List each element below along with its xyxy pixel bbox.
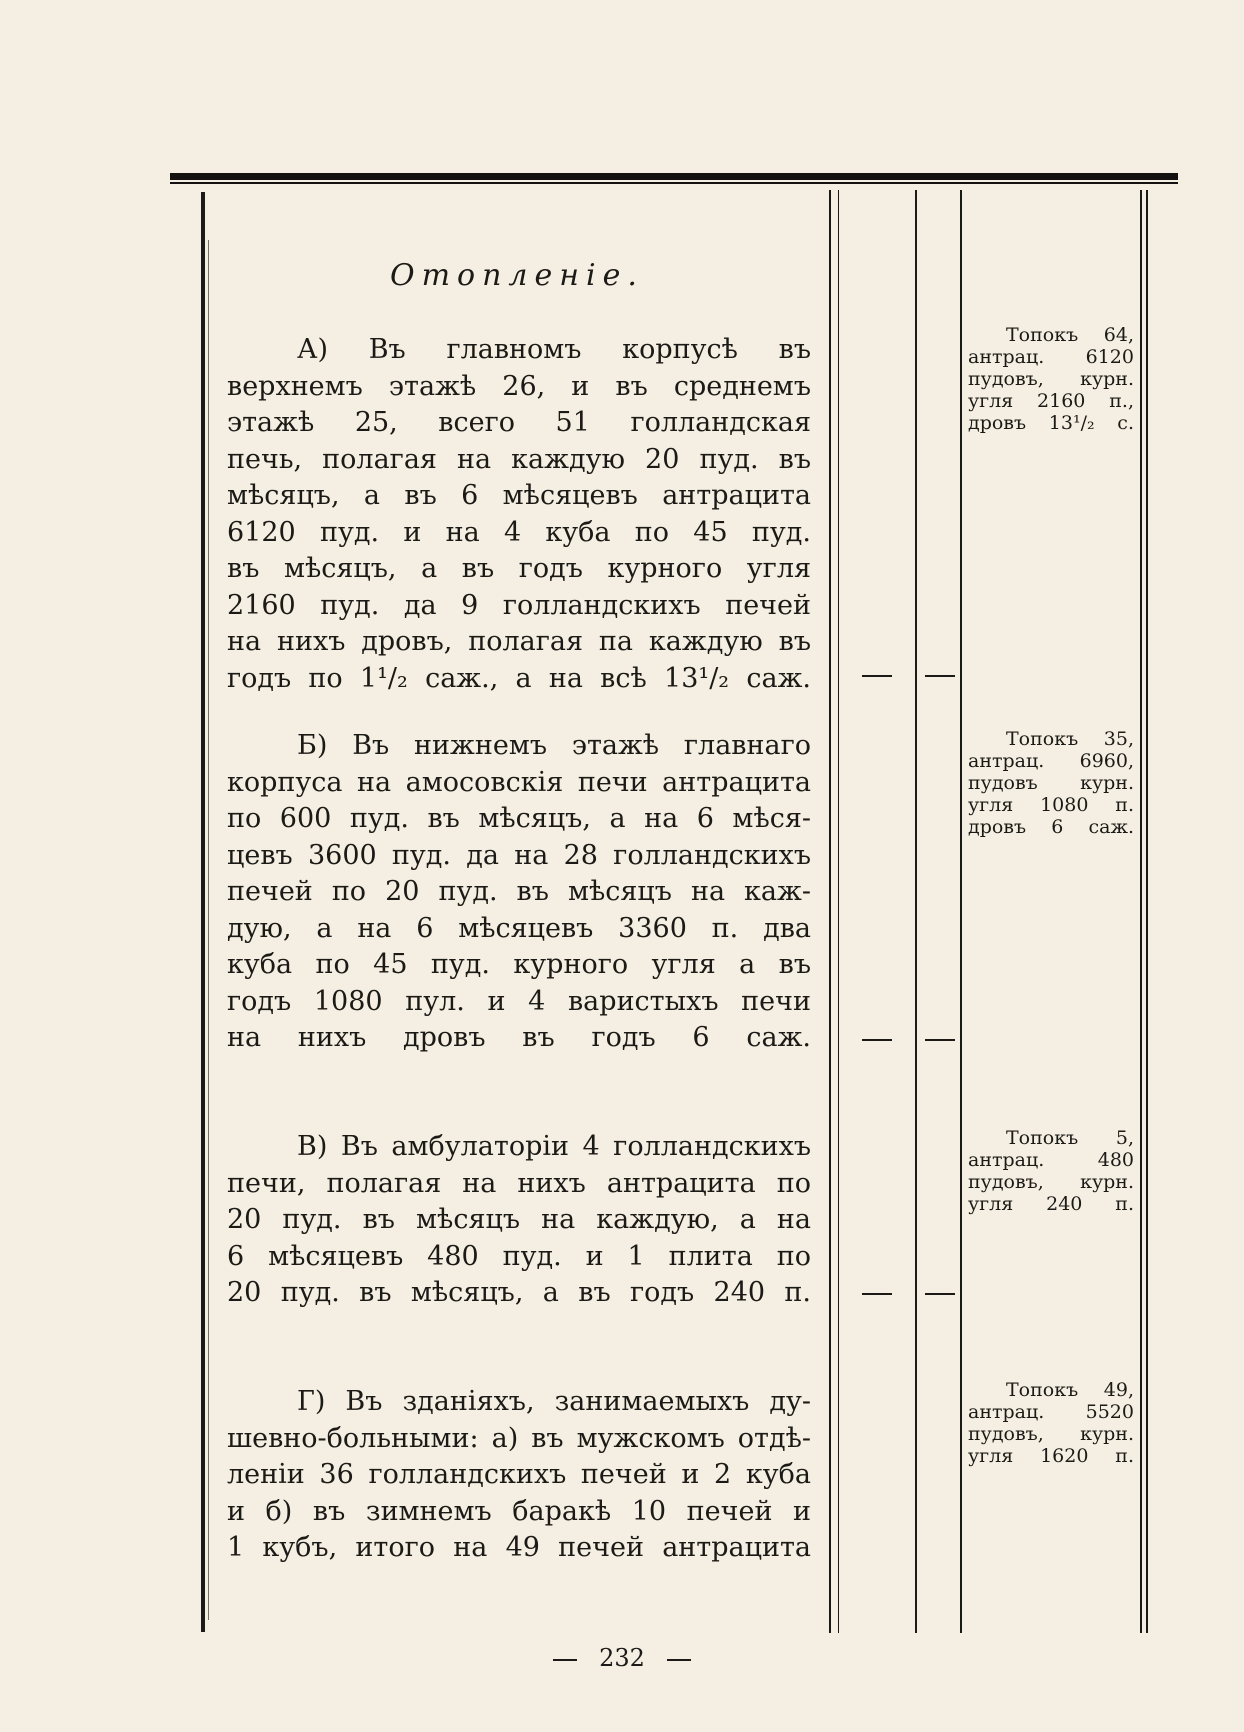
margin-note-line: пудовъ курн. [968, 772, 1134, 794]
paragraph-line: этажѣ 25, всего 51 голландская [227, 407, 811, 438]
paragraph-line: по 600 пуд. въ мѣсяцъ, а на 6 мѣся- [227, 803, 811, 834]
paragraph-line: 2160 пуд. да 9 голландскихъ печей [227, 589, 811, 621]
margin-note-line: угля 240 п. [968, 1193, 1134, 1215]
paragraph-d [227, 1384, 811, 1567]
paragraph-line: 6 мѣсяцевъ 480 пуд. и 1 плита по [227, 1240, 811, 1272]
paragraph-line: корпуса на амосовскія печи антрацита [227, 766, 811, 798]
paragraph-line: В) Въ амбулаторіи 4 голландскихъ [297, 1131, 811, 1162]
paragraph-line: и б) въ зимнемъ баракѣ 10 печей и [227, 1495, 811, 1527]
dash-c-1 [862, 1293, 892, 1295]
paragraph-line: верхнемъ этажѣ 26, и въ среднемъ [227, 370, 811, 402]
column-divider-3 [915, 190, 917, 1633]
paragraph-line: цевъ 3600 пуд. да на 28 голландскихъ [227, 839, 811, 871]
paragraph-line: печь, полагая на каждую 20 пуд. въ [227, 443, 811, 475]
margin-note-line: антрац. 480 [968, 1149, 1134, 1171]
paragraph-line: годъ по 1¹/₂ саж., а на всѣ 13¹/₂ саж. [227, 662, 811, 694]
paragraph-line: 1 кубъ, итого на 49 печей антрацита [227, 1532, 811, 1563]
page-number: 232 [599, 1644, 645, 1672]
margin-note-line: дровъ 6 саж. [968, 816, 1134, 838]
margin-note-b [968, 728, 1134, 838]
table-left-border [201, 192, 205, 1632]
paragraph-line: Б) Въ нижнемъ этажѣ главнаго [297, 730, 811, 761]
margin-note-d [968, 1379, 1134, 1467]
table-left-inner-border [208, 240, 209, 1620]
margin-note-line: пудовъ, курн. [968, 368, 1134, 390]
paragraph-line: на нихъ дровъ, полагая па каждую въ [227, 626, 811, 657]
paragraph-line: годъ 1080 пул. и 4 варистыхъ печи [227, 985, 811, 1017]
page-footer [0, 1644, 1244, 1672]
page-number-dash-left [553, 1659, 577, 1661]
margin-note-line: угля 1080 п. [968, 794, 1134, 816]
column-divider-2 [838, 190, 839, 1633]
margin-note-line: пудовъ, курн. [968, 1423, 1134, 1445]
margin-note-line: антрац. 5520 [968, 1401, 1134, 1423]
paragraph-line: шевно-больными: а) въ мужскомъ отдѣ- [227, 1422, 811, 1454]
dash-b-1 [862, 1039, 892, 1041]
paragraph-line: 20 пуд. въ мѣсяцъ, а въ годъ 240 п. [227, 1277, 811, 1308]
paragraph-line: 6120 пуд. и на 4 куба по 45 пуд. [227, 516, 811, 548]
paragraph-b [227, 728, 811, 1057]
paragraph-line: леніи 36 голландскихъ печей и 2 куба [227, 1459, 811, 1490]
paragraph-line: 20 пуд. въ мѣсяцъ на каждую, а на [227, 1204, 811, 1235]
table-right-border [1140, 190, 1142, 1633]
paragraph-line: на нихъ дровъ въ годъ 6 саж. [227, 1022, 811, 1053]
margin-note-line: Топокъ 5, [1006, 1127, 1134, 1149]
column-divider-1 [829, 190, 831, 1633]
paragraph-a [227, 332, 811, 697]
paragraph-c [227, 1129, 811, 1312]
margin-note-line: Топокъ 49, [1006, 1379, 1134, 1401]
paragraph-line: Г) Въ зданіяхъ, занимаемыхъ ду- [297, 1386, 811, 1417]
dash-b-2 [925, 1039, 955, 1041]
column-divider-4 [960, 190, 962, 1633]
dash-a-1 [862, 675, 892, 677]
paragraph-line: печей по 20 пуд. въ мѣсяцъ на каж- [227, 876, 811, 907]
paragraph-line: въ мѣсяцъ, а въ годъ курного угля [227, 553, 811, 584]
paragraph-line: дую, а на 6 мѣсяцевъ 3360 п. два [227, 912, 811, 944]
paragraph-line: куба по 45 пуд. курного угля а въ [227, 949, 811, 980]
top-rule-thick [170, 173, 1178, 180]
dash-c-2 [925, 1293, 955, 1295]
top-rule-thin [170, 182, 1178, 184]
margin-note-line: антрац. 6120 [968, 346, 1134, 368]
section-heading: Отопленіе. [390, 258, 644, 293]
dash-a-2 [925, 675, 955, 677]
paragraph-line: мѣсяцъ, а въ 6 мѣсяцевъ антрацита [227, 480, 811, 511]
page-number-dash-right [667, 1659, 691, 1661]
paragraph-line: печи, полагая на нихъ антрацита по [227, 1167, 811, 1199]
paragraph-line: А) Въ главномъ корпусѣ въ [297, 334, 811, 365]
margin-note-line: антрац. 6960, [968, 750, 1134, 772]
margin-note-line: Топокъ 64, [1006, 324, 1134, 346]
table-right-border-outer [1146, 190, 1148, 1633]
margin-note-line: пудовъ, курн. [968, 1171, 1134, 1193]
margin-note-line: Топокъ 35, [1006, 728, 1134, 750]
margin-note-c [968, 1127, 1134, 1215]
margin-note-line: угля 2160 п., [968, 390, 1134, 412]
margin-note-a [968, 324, 1134, 434]
margin-note-line: угля 1620 п. [968, 1445, 1134, 1467]
margin-note-line: дровъ 13¹/₂ с. [968, 412, 1134, 434]
